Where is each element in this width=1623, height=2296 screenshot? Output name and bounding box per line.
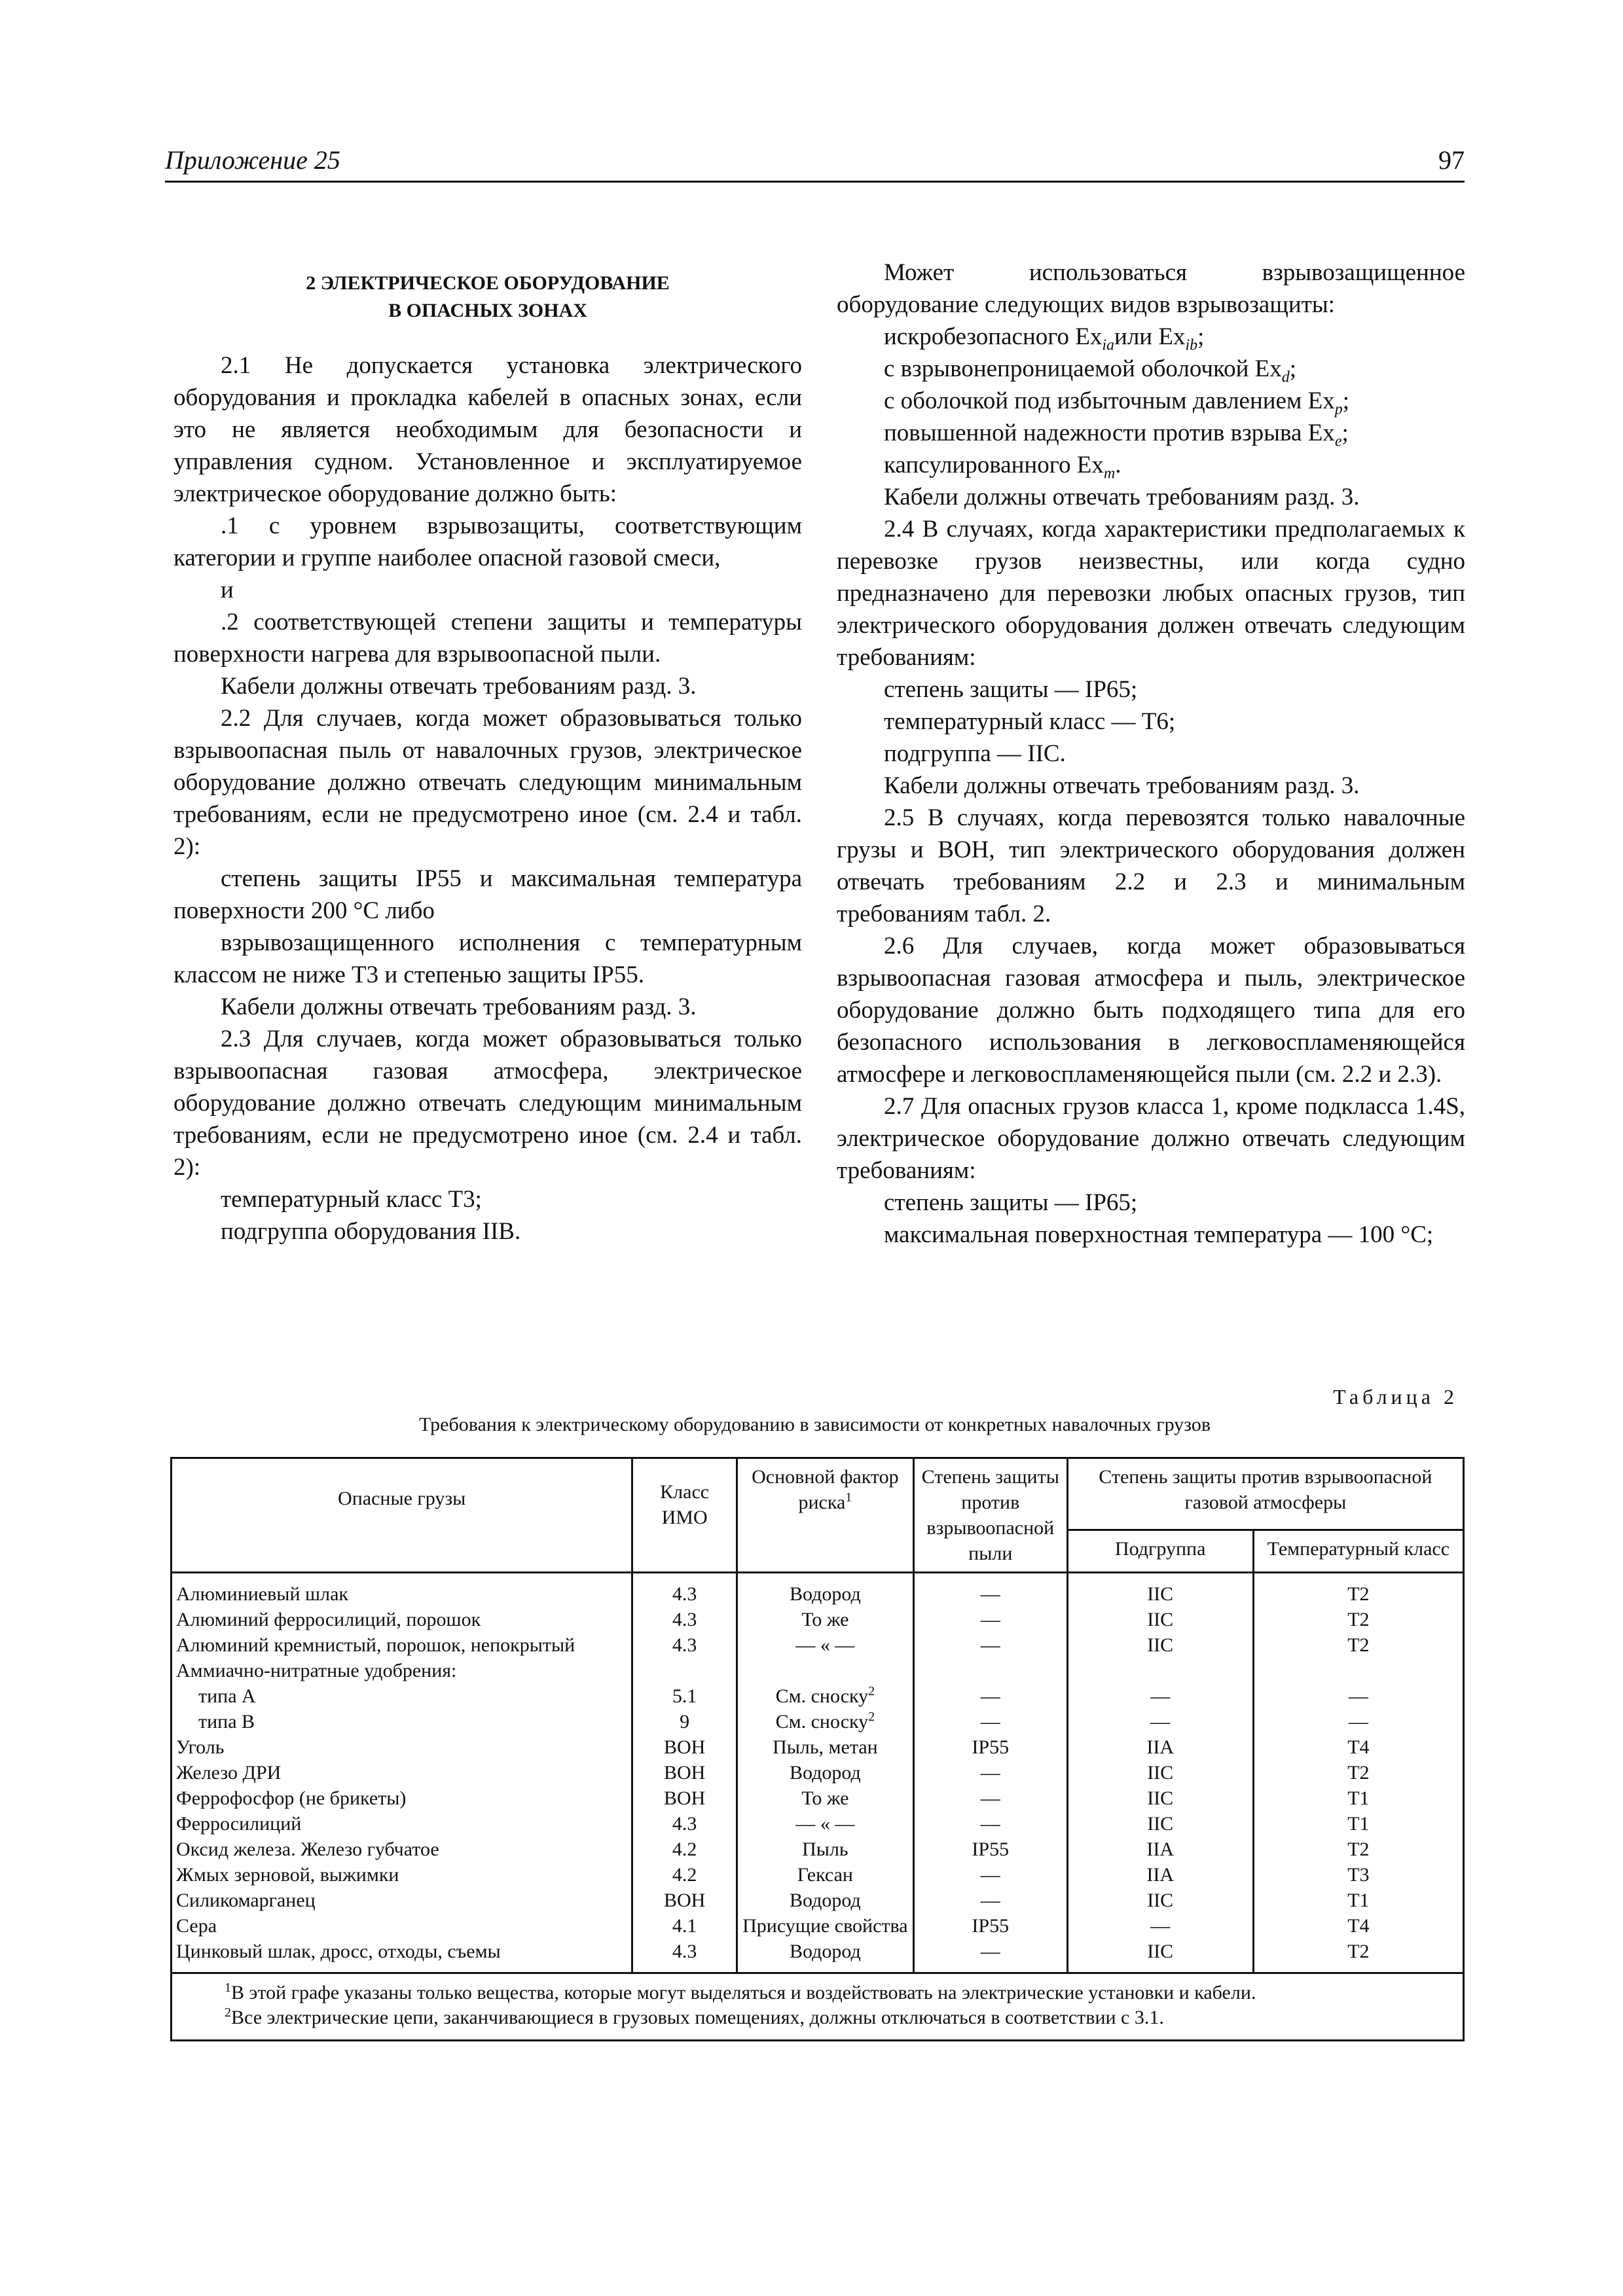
table-row	[172, 1573, 1464, 1607]
cell-dust: IP55	[913, 1837, 1067, 1862]
cell-temp: Т2	[1253, 1837, 1463, 1862]
paragraph: Может использоваться взрывозащищенное оборудование следующих видов взрывозащиты:	[837, 259, 1465, 318]
paragraph: 2.2 Для случаев, когда может образовываться только взрывоопасная пыль от навалочных грузов, электрическое оборудование должно отвечать следующим минимальным требованиям, если не предусмотрено иное (см. 2.4 и табл. 2):	[173, 705, 802, 860]
paragraph: степень защиты — IP65;	[884, 676, 1138, 703]
cell-temp: Т4	[1253, 1734, 1463, 1760]
list-item: .1 с уровнем взрывозащиты, соответствующим категории и группе наиболее опасной газовой смеси,	[173, 512, 802, 571]
paragraph: 2.1 Не допускается установка электрического оборудования и прокладка кабелей в опасных зонах, если это не является необходимым для безопасности и управления судном. Установленное и эксплуатируемое электрическое оборудование должно быть:	[173, 352, 802, 507]
cell-imo: ВОН	[632, 1734, 737, 1760]
list-item: повышенной надежности против взрыва $Ex_e$;	[884, 420, 1349, 450]
cell-subgroup: —	[1067, 1913, 1253, 1939]
cell-imo: ВОН	[632, 1888, 737, 1913]
paragraph: подгруппа — IIС.	[884, 740, 1066, 767]
cell-subgroup: —	[1067, 1683, 1253, 1709]
table-row	[172, 1837, 1464, 1862]
cell-cargo: Аммиачно-нитратные удобрения:	[172, 1658, 632, 1683]
cell-subgroup: IIС	[1067, 1632, 1253, 1658]
cell-dust: —	[913, 1888, 1067, 1913]
list-item: с взрывонепроницаемой оболочкой $Ex_d$;	[884, 355, 1297, 386]
cell-imo: 4.3	[632, 1939, 737, 1973]
table-row	[172, 1939, 1464, 1973]
cell-subgroup: IIА	[1067, 1734, 1253, 1760]
table-body	[172, 1573, 1464, 1973]
paragraph: 2.3 Для случаев, когда может образовываться только взрывоопасная газовая атмосфера, электрическое оборудование должно отвечать следующим минимальным требованиям, если не предусмотрено иное (см. 2.4 и табл. 2):	[173, 1026, 802, 1181]
table-row	[172, 1683, 1464, 1709]
paragraph: 2.7 Для опасных грузов класса 1, кроме подкласса 1.4S, электрическое оборудование должно отвечать следующим требованиям:	[837, 1093, 1465, 1184]
cell-imo: 4.1	[632, 1913, 737, 1939]
header-subgroup: Подгруппа	[1067, 1530, 1253, 1572]
paragraph: взрывозащищенного исполнения с температурным классом не ниже Т3 и степенью защиты IP55.	[173, 929, 802, 988]
cell-subgroup: IIС	[1067, 1573, 1253, 1607]
table-row	[172, 1785, 1464, 1811]
cell-imo: ВОН	[632, 1785, 737, 1811]
cell-dust: —	[913, 1760, 1067, 1785]
table-title: Требования к электрическому оборудованию в зависимости от конкретных навалочных грузов	[418, 1414, 1211, 1435]
paragraph: Кабели должны отвечать требованиям разд. 3.	[221, 673, 697, 700]
list-item: .2 соответствующей степени защиты и температуры поверхности нагрева для взрывоопасной пыли.	[173, 609, 802, 668]
cell-cargo: Жмых зерновой, выжимки	[172, 1862, 632, 1888]
cell-risk: См. сноску$^2$	[737, 1709, 913, 1734]
cell-cargo: типа В	[172, 1709, 632, 1734]
footnote: $^2$Все электрические цепи, заканчивающиеся в грузовых помещениях, должны отключаться в соответствии с 3.1.	[225, 2005, 1164, 2028]
cell-temp: Т2	[1253, 1760, 1463, 1785]
cell-cargo: Силикомарганец	[172, 1888, 632, 1913]
cell-risk: Водород	[737, 1760, 913, 1785]
cell-cargo: Алюминий ферросилиций, порошок	[172, 1607, 632, 1632]
cell-risk: Водород	[737, 1573, 913, 1607]
cell-temp: Т4	[1253, 1913, 1463, 1939]
cell-cargo: Алюминий кремнистый, порошок, непокрытый	[172, 1632, 632, 1658]
cell-imo: 5.1	[632, 1683, 737, 1709]
header-temp-class: Температурный класс	[1253, 1530, 1463, 1572]
running-header	[165, 144, 1465, 183]
cell-imo: 4.2	[632, 1862, 737, 1888]
cell-subgroup: IIС	[1067, 1785, 1253, 1811]
paragraph: 2.6 Для случаев, когда может образовываться взрывоопасная газовая атмосфера и пыль, электрическое оборудование должно быть подходящего типа для его безопасного использования в легковоспламеняющейся атмосфере и легковоспламеняющейся пыли (см. 2.2 и 2.3).	[837, 933, 1465, 1088]
header-imo-class: Класс ИМО	[632, 1458, 737, 1573]
cell-temp: Т2	[1253, 1607, 1463, 1632]
header-gas-protection: Степень защиты против взрывоопасной газовой атмосферы	[1067, 1458, 1463, 1530]
cell-imo: 4.3	[632, 1632, 737, 1658]
table-row	[172, 1709, 1464, 1734]
paragraph: степень защиты IP55 и максимальная температура поверхности 200 °С либо	[173, 865, 802, 924]
cell-temp: Т2	[1253, 1939, 1463, 1973]
cell-subgroup: IIА	[1067, 1862, 1253, 1888]
cell-subgroup: IIС	[1067, 1607, 1253, 1632]
cell-temp	[1253, 1658, 1463, 1683]
section-title: 2 ЭЛЕКТРИЧЕСКОЕ ОБОРУДОВАНИЕ В ОПАСНЫХ ЗОНАХ	[306, 272, 670, 321]
cell-dust: IP55	[913, 1913, 1067, 1939]
cell-dust: —	[913, 1939, 1067, 1973]
header-dust-protection: Степень защиты против взрывоопасной пыли	[913, 1458, 1067, 1573]
paragraph: температурный класс Т3;	[221, 1186, 482, 1213]
paragraph: Кабели должны отвечать требованиям разд. 3.	[884, 484, 1360, 511]
table-row	[172, 1862, 1464, 1888]
cell-subgroup: IIС	[1067, 1811, 1253, 1837]
paragraph: температурный класс — Т6;	[884, 708, 1176, 735]
cell-temp: Т2	[1253, 1573, 1463, 1607]
list-item: искробезопасного $Ex_{ia}или$ $Ex_{ib}$;	[884, 323, 1205, 354]
cell-imo: ВОН	[632, 1760, 737, 1785]
cell-risk: — « —	[737, 1811, 913, 1837]
header-title: Приложение 25	[165, 145, 340, 175]
cell-cargo: Феррофосфор (не брикеты)	[172, 1785, 632, 1811]
cell-imo: 4.3	[632, 1573, 737, 1607]
list-item: капсулированного $Ex_m$.	[884, 452, 1122, 482]
cell-temp: —	[1253, 1709, 1463, 1734]
right-column	[837, 257, 1465, 1251]
cell-subgroup: IIА	[1067, 1837, 1253, 1862]
cell-cargo: Железо ДРИ	[172, 1760, 632, 1785]
cell-imo: 4.2	[632, 1837, 737, 1862]
table-row	[172, 1658, 1464, 1683]
cell-dust: —	[913, 1573, 1067, 1607]
table-row	[172, 1913, 1464, 1939]
cell-cargo: Уголь	[172, 1734, 632, 1760]
paragraph: Кабели должны отвечать требованиям разд. 3.	[221, 994, 697, 1020]
cell-dust: —	[913, 1607, 1067, 1632]
cell-risk: Присущие свойства	[737, 1913, 913, 1939]
list-item: с оболочкой под избыточным давлением $Ex_p$;	[884, 387, 1350, 418]
table-row	[172, 1760, 1464, 1785]
cell-subgroup: IIС	[1067, 1939, 1253, 1973]
cell-risk: Пыль	[737, 1837, 913, 1862]
cell-dust: —	[913, 1862, 1067, 1888]
cell-subgroup: IIС	[1067, 1760, 1253, 1785]
cell-subgroup	[1067, 1658, 1253, 1683]
cell-dust: —	[913, 1785, 1067, 1811]
cell-cargo: Ферросилиций	[172, 1811, 632, 1837]
cell-temp: Т3	[1253, 1862, 1463, 1888]
cell-risk: — « —	[737, 1632, 913, 1658]
left-column	[173, 257, 802, 1247]
cell-temp: —	[1253, 1683, 1463, 1709]
cell-risk: То же	[737, 1607, 913, 1632]
cell-risk	[737, 1658, 913, 1683]
table-row	[172, 1734, 1464, 1760]
cell-risk: То же	[737, 1785, 913, 1811]
cell-imo: 4.3	[632, 1607, 737, 1632]
page-number: 97	[1438, 145, 1465, 175]
cell-risk: Гексан	[737, 1862, 913, 1888]
cell-dust	[913, 1658, 1067, 1683]
table-row	[172, 1888, 1464, 1913]
cell-imo	[632, 1658, 737, 1683]
cell-cargo: Цинковый шлак, дросс, отходы, съемы	[172, 1939, 632, 1973]
table-row	[172, 1607, 1464, 1632]
cell-temp: Т1	[1253, 1785, 1463, 1811]
table-label: Таблица 2	[1333, 1385, 1458, 1408]
paragraph: 2.4 В случаях, когда характеристики предполагаемых к перевозке грузов неизвестны, или когда судно предназначено для перевозки любых опасных грузов, тип электрического оборудования должен отвечать следующим требованиям:	[837, 516, 1465, 671]
paragraph: максимальная поверхностная температура — 100 °С;	[884, 1221, 1434, 1248]
cell-cargo: Сера	[172, 1913, 632, 1939]
table-row	[172, 1632, 1464, 1658]
cell-dust: —	[913, 1632, 1067, 1658]
cell-imo: 4.3	[632, 1811, 737, 1837]
cell-temp: Т1	[1253, 1888, 1463, 1913]
paragraph: Кабели должны отвечать требованиям разд. 3.	[884, 772, 1360, 799]
cell-temp: Т2	[1253, 1632, 1463, 1658]
paragraph: подгруппа оборудования IIB.	[221, 1218, 521, 1245]
paragraph: 2.5 В случаях, когда перевозятся только навалочные грузы и ВОН, тип электрического оборудования должен отвечать требованиям 2.2 и 2.3 и минимальным требованиям табл. 2.	[837, 804, 1465, 927]
cell-risk: Водород	[737, 1939, 913, 1973]
cell-risk: Пыль, метан	[737, 1734, 913, 1760]
cell-cargo: Алюминиевый шлак	[172, 1573, 632, 1607]
paragraph: степень защиты — IP65;	[884, 1189, 1138, 1216]
cell-risk: Водород	[737, 1888, 913, 1913]
paragraph: и	[221, 577, 234, 603]
footnote: $^1$В этой графе указаны только вещества, которые могут выделяться и воздействовать на электрические установки и кабели.	[225, 1981, 1256, 2003]
table-footnotes	[172, 1973, 1464, 2041]
header-cargo: Опасные грузы	[172, 1458, 632, 1573]
cell-imo: 9	[632, 1709, 737, 1734]
cell-dust: IP55	[913, 1734, 1067, 1760]
cell-cargo: Оксид железа. Железо губчатое	[172, 1837, 632, 1862]
cell-cargo: типа А	[172, 1683, 632, 1709]
table-row	[172, 1811, 1464, 1837]
cell-dust: —	[913, 1811, 1067, 1837]
cell-subgroup: IIС	[1067, 1888, 1253, 1913]
requirements-table	[170, 1457, 1465, 2041]
cell-dust: —	[913, 1709, 1067, 1734]
cell-risk: См. сноску$^2$	[737, 1683, 913, 1709]
cell-temp: Т1	[1253, 1811, 1463, 1837]
cell-subgroup: —	[1067, 1709, 1253, 1734]
header-risk-factor: Основной фактор риска$^1$	[737, 1458, 913, 1573]
cell-dust: —	[913, 1683, 1067, 1709]
